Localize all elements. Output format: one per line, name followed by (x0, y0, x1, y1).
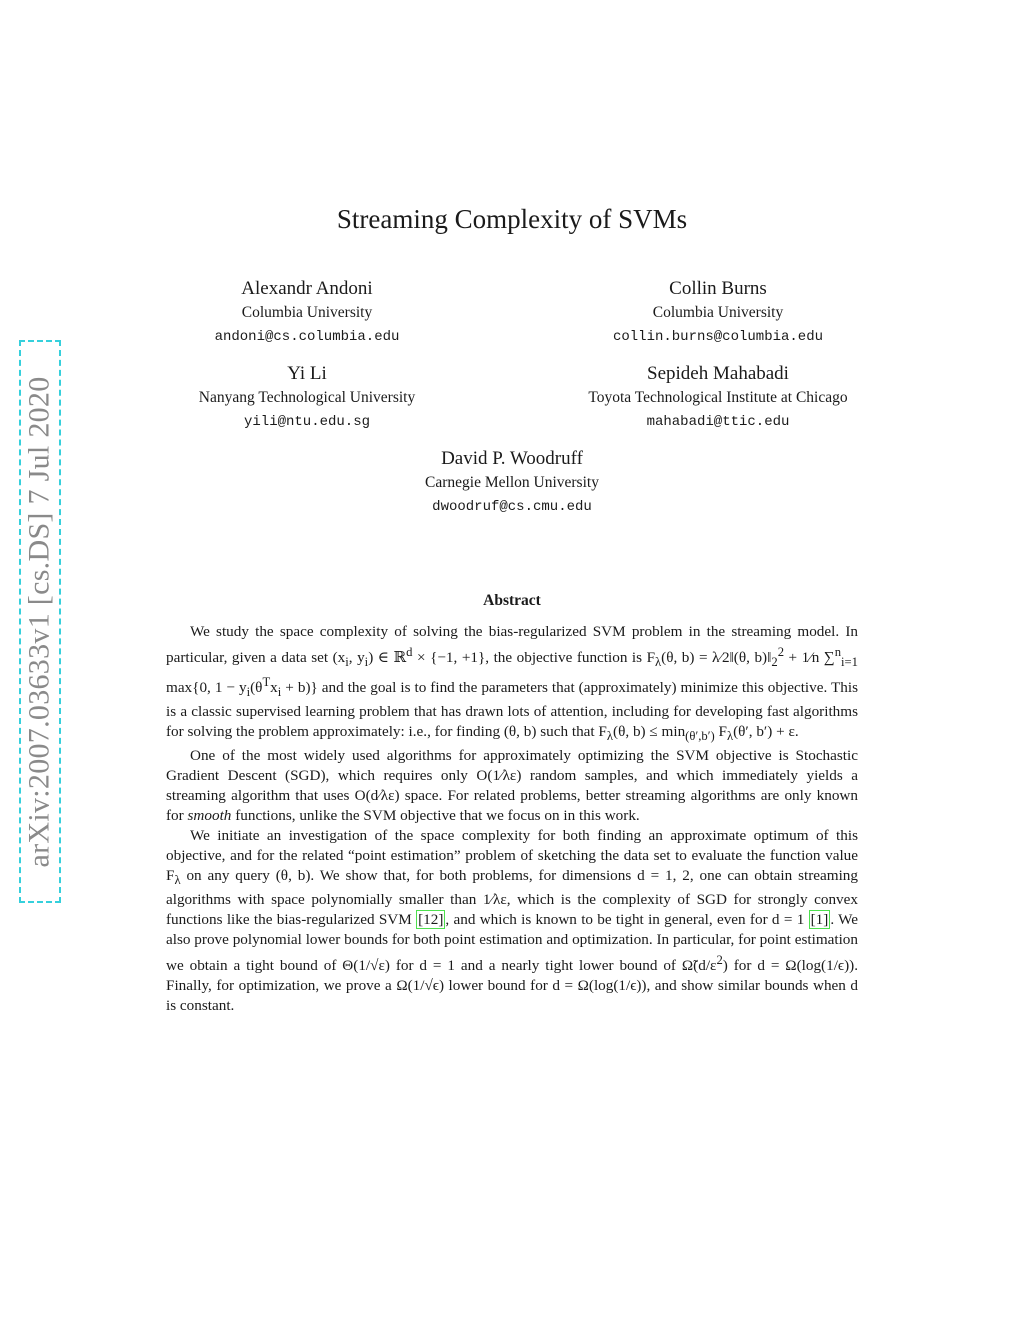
abstract-paragraph: One of the most widely used algorithms for approximately optimizing the SVM objective is Stochastic Gradient Descent (SGD), which requires only O(1⁄λε) random samples, and which immediately yields a streaming algorithm that uses O(d⁄λε) space. For related problems, better streaming algorithms are only known for smooth functions, unlike the SVM objective that we focus on in this work. (166, 747, 859, 825)
author-affiliation: Columbia University (241, 304, 373, 321)
author-email[interactable]: mahabadi@ttic.edu (646, 414, 790, 430)
author-block (548, 362, 888, 434)
paper-title: Streaming Complexity of SVMs (336, 204, 688, 234)
author-affiliation: Carnegie Mellon University (425, 474, 599, 491)
citation-link[interactable]: [1] (810, 911, 829, 929)
abstract-paragraph: We initiate an investigation of the space complexity for both finding an approximate optimum of this objective, and for the related “point estimation” problem of sketching the data set to evaluate the function value $F_\lambda$ on any query (θ, b). We show that, for both problems, for dimensions d = 1, 2, one can obtain streaming algorithms with space polynomially smaller than 1⁄λε, which is the complexity of SGD for strongly convex functions like the bias-regularized SVM [12] , and which is known to be tight in general, even for d = 1 [1] . We also prove polynomial lower bounds for both point estimation and optimization. In particular, for point estimation we obtain a tight bound of Θ(1/√ε) for d = 1 and a nearly tight lower bound of $\Omegã(d/\varepsilon^2)$ for d = Ω(log(1/ϵ)). Finally, for optimization, we prove a Ω(1/√ϵ) lower bound for d = Ω(log(1/ϵ)), and show similar bounds when d is constant. (166, 827, 858, 1015)
author-block (137, 277, 477, 349)
author-name: Alexandr Andoni (241, 278, 373, 299)
author-name: David P. Woodruff (441, 448, 583, 469)
author-email[interactable]: dwoodruf@cs.cmu.edu (432, 499, 592, 515)
author-name: Collin Burns (669, 278, 767, 299)
author-block (548, 277, 888, 349)
author-block (342, 447, 682, 519)
author-block (137, 362, 477, 434)
arxiv-identifier: arXiv:2007.03633v1 [cs.DS] 7 Jul 2020 (23, 375, 57, 868)
author-affiliation: Columbia University (652, 304, 784, 321)
author-email[interactable]: andoni@cs.columbia.edu (214, 329, 400, 345)
author-name: Yi Li (287, 363, 327, 384)
abstract-body (166, 622, 858, 1016)
author-email[interactable]: yili@ntu.edu.sg (243, 414, 371, 430)
author-name: Sepideh Mahabadi (647, 363, 789, 384)
arxiv-identifier-stamp (19, 340, 61, 903)
author-email[interactable]: collin.burns@columbia.edu (612, 329, 824, 345)
abstract-paragraph: We study the space complexity of solving the bias-regularized SVM problem in the streaming model. In particular, given a data set ($x_i$, $y_i$) ∈ ℝ$^d$ × {−1, +1}, the objective function is $F_\lambda(\theta$, b) = λ⁄2‖(θ, $b)‖_2^2$ + 1⁄n ∑$^n_{i=1}$ max{0, $1 - y_i(\theta^Tx_i + b)$} and the goal is to find the parameters that (approximately) minimize this objective. This is a classic supervised learning problem that has drawn lots of attention, including for developing fast algorithms for solving the problem approximately: i.e., for finding (θ, b) such that $F_\lambda(\theta$, $b) \le \min_{(\theta',b')} F_\lambda(\theta'$, b′) + ε. (166, 623, 859, 744)
citation-link[interactable]: [12] (418, 911, 444, 929)
author-affiliation: Nanyang Technological University (198, 389, 416, 406)
author-affiliation: Toyota Technological Institute at Chicago (588, 389, 848, 406)
abstract-heading: Abstract (483, 592, 541, 609)
